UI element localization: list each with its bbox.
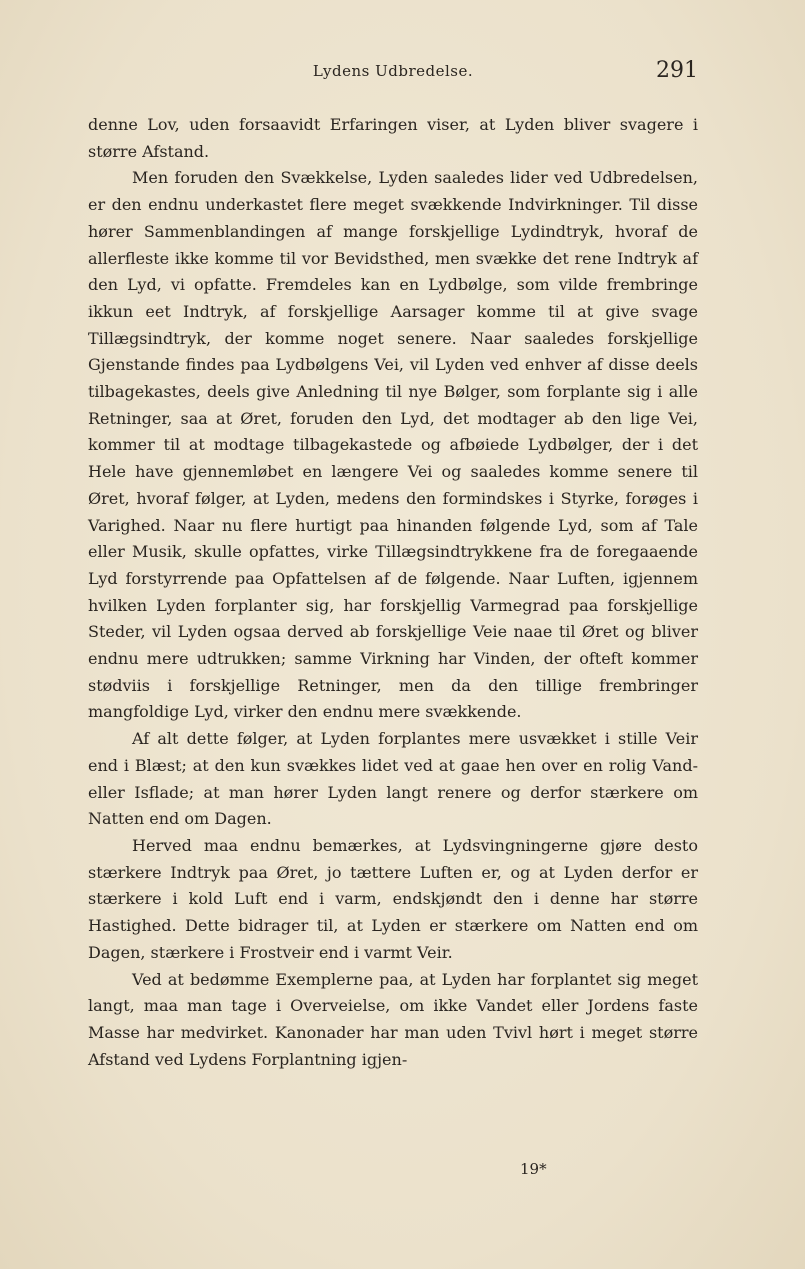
signature-mark: 19* [520,1160,547,1178]
running-title: Lydens Udbredelse. [312,62,474,80]
paragraph: Herved maa endnu bemærkes, at Lydsvingningerne gjøre desto stærkere Indtryk paa Øret, jo tættere Luften er, og at Lyden derfor er stærkere i kold Luft end i varm, endskjøndt den i denne har større Hastighed. Dette bidrager til, at Lyden er stærkere om Natten end om Dagen, stærkere i Frostveir end i varmt Veir. [88,835,698,962]
paragraph: denne Lov, uden forsaavidt Erfaringen viser, at Lyden bliver svagere i større Afstand. [88,115,698,161]
paragraph: Ved at bedømme Exemplerne paa, at Lyden har forplantet sig meget langt, maa man tage i Overveielse, om ikke Vandet eller Jordens faste Masse har medvirket. Kanonader har man uden Tvivl hørt i meget større Afstand ved Lydens Forplantning igjen- [88,969,698,1069]
page-number: 291 [656,58,698,83]
paragraph: Af alt dette følger, at Lyden forplantes mere usvækket i stille Veir end i Blæst; at den kun svækkes lidet ved at gaae hen over en rolig Vand- eller Isflade; at man hører Lyden langt renere og derfor stærkere om Natten end om Dagen. [88,729,698,829]
body-text [88,112,698,1073]
paragraph: Men foruden den Svækkelse, Lyden saaledes lider ved Udbredelsen, er den endnu underkastet flere meget svækkende Indvirkninger. Til disse hører Sammenblandingen af mange forskjellige Lydindtryk, hvoraf de allerfleste ikke komme til vor Bevidsthed, men svække det rene Indtryk af den Lyd, vi opfatte. Fremdeles kan en Lydbølge, som vilde frembringe ikkun eet Indtryk, af forskjellige Aarsager komme til at give svage Tillægsindtryk, der komme noget senere. Naar saaledes forskjellige Gjenstande findes paa Lydbølgens Vei, vil Lyden ved enhver af disse deels tilbagekastes, deels give Anledning til nye Bølger, som forplante sig i alle Retninger, saa at Øret, foruden den Lyd, det modtager ab den lige Vei, kommer til at modtage tilbagekastede og afbøiede Lydbølger, der i det Hele have gjennemløbet en længere Vei og saaledes komme senere til Øret, hvoraf følger, at Lyden, medens den formindskes i Styrke, forøges i Varighed. Naar nu flere hurtigt paa hinanden følgende Lyd, som af Tale eller Musik, skulle opfattes, virke Tillægsindtrykkene fra de foregaaende Lyd forstyrrende paa Opfattelsen af de følgende. Naar Luften, igjennem hvilken Lyden forplanter sig, har forskjellig Varmegrad paa forskjellige Steder, vil Lyden ogsaa derved ab forskjellige Veie naae til Øret og bliver endnu mere udtrukken; samme Virkning har Vinden, der ofteft kommer stødviis i forskjellige Retninger, men da den tillige frembringer mangfoldige Lyd, virker den endnu mere svækkende. [88,168,698,722]
running-head [88,58,698,90]
